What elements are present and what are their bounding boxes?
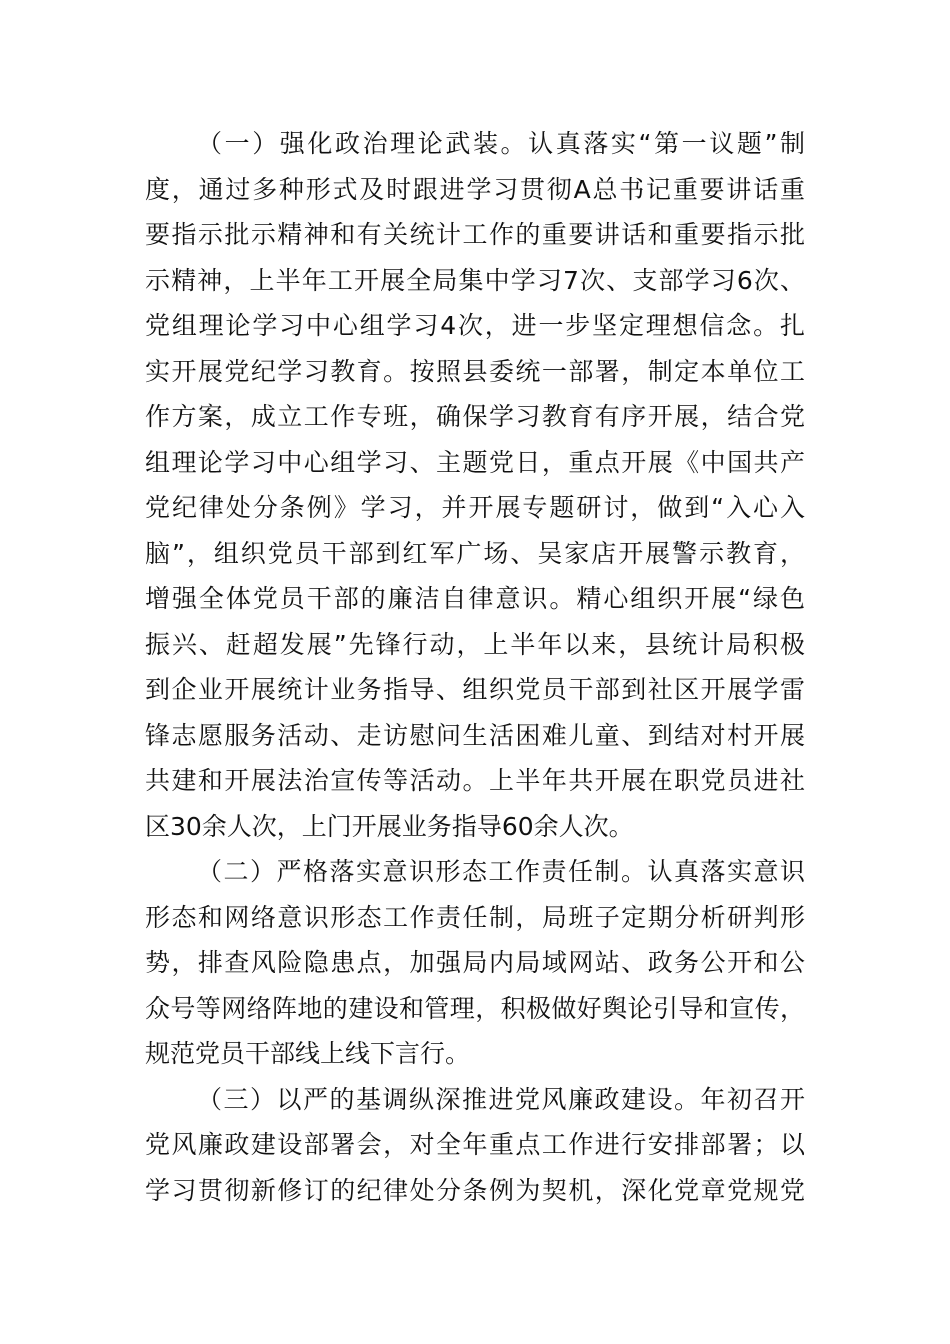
- paragraph-1-line-12: 振兴、赶超发展”先锋行动，上半年以来，县统计局积极: [145, 629, 805, 659]
- paragraph-1-line-3: 要指示批示精神和有关统计工作的重要讲话和重要指示批: [145, 220, 805, 249]
- document-body: [145, 121, 805, 1213]
- paragraph-1-line-2: 度，通过多种形式及时跟进学习贯彻A总书记重要讲话重: [145, 174, 805, 204]
- paragraph-2-line-3: 势，排查风险隐患点，加强局内局域网站、政务公开和公: [145, 948, 805, 977]
- paragraph-2-line-2: 形态和网络意识形态工作责任制，局班子定期分析研判形: [145, 902, 805, 932]
- paragraph-1-line-4: 示精神，上半年工开展全局集中学习7次、支部学习6次、: [145, 265, 805, 295]
- paragraph-1-line-10: 脑”，组织党员干部到红军广场、吴家店开展警示教育，: [145, 538, 805, 568]
- paragraph-1-line-14: 锋志愿服务活动、走访慰问生活困难儿童、到结对村开展: [145, 720, 805, 750]
- paragraph-1-line-9: 党纪律处分条例》学习，并开展专题研讨，做到“入心入: [145, 493, 805, 522]
- paragraph-2-line-5: 规范党员干部线上线下言行。: [145, 1039, 471, 1068]
- paragraph-1-line-15: 共建和开展法治宣传等活动。上半年共开展在职党员进社: [145, 766, 805, 795]
- paragraph-1-line-5: 党组理论学习中心组学习4次，进一步坚定理想信念。扎: [145, 311, 805, 340]
- paragraph-1-line-7: 作方案，成立工作专班，确保学习教育有序开展，结合党: [145, 402, 805, 431]
- paragraph-1-line-13: 到企业开展统计业务指导、组织党员干部到社区开展学雷: [145, 675, 805, 704]
- paragraph-3-line-3: 学习贯彻新修订的纪律处分条例为契机，深化党章党规党: [145, 1175, 805, 1205]
- paragraph-1-line-16: 区30余人次，上门开展业务指导60余人次。: [145, 811, 634, 841]
- paragraph-1-line-11: 增强全体党员干部的廉洁自律意识。精心组织开展“绿色: [145, 584, 805, 613]
- paragraph-1-line-6: 实开展党纪学习教育。按照县委统一部署，制定本单位工: [145, 356, 805, 386]
- paragraph-1-line-8: 组理论学习中心组学习、主题党日，重点开展《中国共产: [145, 447, 805, 477]
- paragraph-2-line-1: （二）严格落实意识形态工作责任制。认真落实意识: [197, 857, 805, 886]
- paragraph-3-line-2: 党风廉政建设部署会，对全年重点工作进行安排部署；以: [145, 1130, 805, 1159]
- paragraph-1-line-1: （一）强化政治理论武装。认真落实“第一议题”制: [197, 129, 805, 158]
- paragraph-2-line-4: 众号等网络阵地的建设和管理，积极做好舆论引导和宣传，: [145, 993, 805, 1023]
- paragraph-3-line-1: （三）以严的基调纵深推进党风廉政建设。年初召开: [197, 1084, 805, 1114]
